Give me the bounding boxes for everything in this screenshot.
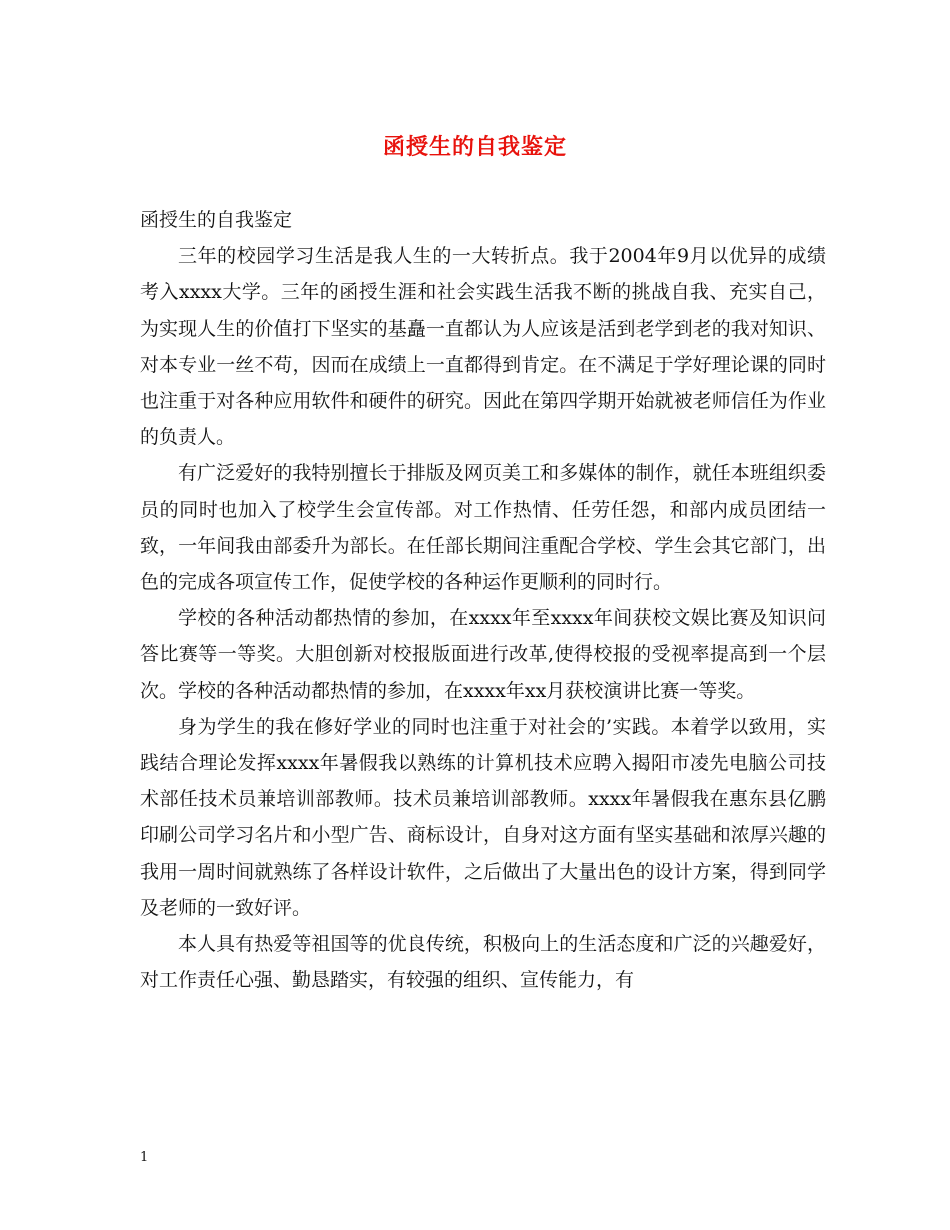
paragraph: 身为学生的我在修好学业的同时也注重于对社会的’实践。本着学以致用，实践结合理论发挥xxxx年暑假我以熟练的计算机技术应聘入揭阳市凌先电脑公司技术部任技术员兼培训部教师。技术员兼培训部教师。xxxx年暑假我在惠东县亿鹏印刷公司学习名片和小型广告、商标设计，自身对这方面有坚实基础和浓厚兴趣的我用一周时间就熟练了各样设计软件，之后做出了大量出色的设计方案，得到同学及老师的一致好评。 (140, 715, 826, 919)
page-number: 1 (140, 1150, 149, 1165)
document-title: 函授生的自我鉴定 (382, 134, 567, 160)
paragraph: 有广泛爱好的我特别擅长于排版及网页美工和多媒体的制作，就任本班组织委员的同时也加入了校学生会宣传部。对工作热情、任劳任怨，和部内成员团结一致，一年间我由部委升为部长。在任部长期间注重配合学校、学生会其它部门，出色的完成各项宣传工作，促使学校的各种运作更顺利的同时行。 (140, 462, 826, 594)
paragraph: 学校的各种活动都热情的参加，在xxxx年至xxxx年间获校文娱比赛及知识问答比赛等一等奖。大胆创新对校报版面进行改革,使得校报的受视率提高到一个层次。学校的各种活动都热情的参加，在xxxx年xx月获校演讲比赛一等奖。 (140, 607, 826, 702)
paragraph: 本人具有热爱等祖国等的优良传统，积极向上的生活态度和广泛的兴趣爱好，对工作责任心强、勤恳踏实，有较强的组织、宣传能力，有 (140, 933, 826, 992)
paragraph: 三年的校园学习生活是我人生的一大转折点。我于2004年9月以优异的成绩考入xxxx大学。三年的函授生涯和社会实践生活我不断的挑战自我、充实自己，为实现人生的价值打下坚实的基矗一直都认为人应该是活到老学到老的我对知识、对本专业一丝不苟，因而在成绩上一直都得到肯定。在不满足于学好理论课的同时也注重于对各种应用软件和硬件的研究。因此在第四学期开始就被老师信任为作业的负责人。 (140, 245, 826, 449)
document-body (140, 202, 826, 998)
document-subtitle: 函授生的自我鉴定 (140, 209, 293, 231)
